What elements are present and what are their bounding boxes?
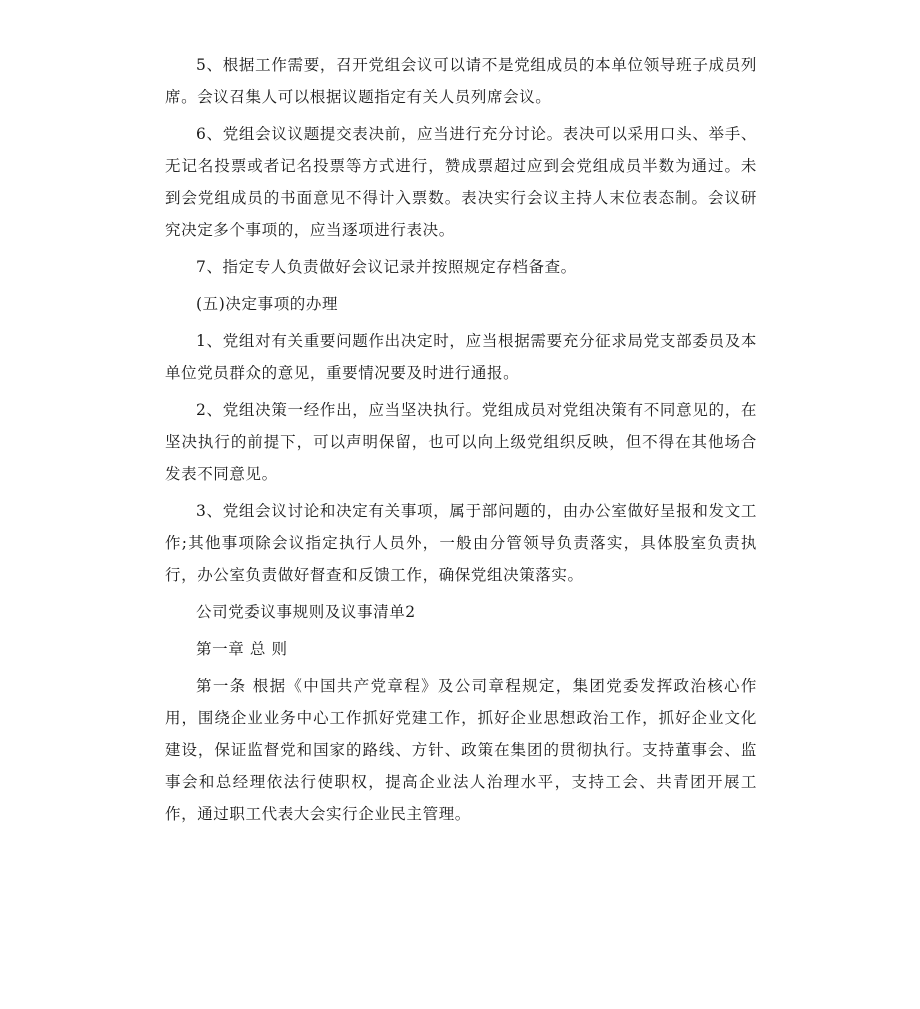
- document-subtitle: 公司党委议事规则及议事清单2: [196, 603, 416, 621]
- document-page: [165, 49, 757, 835]
- paragraph-item-5: 5、根据工作需要，召开党组会议可以请不是党组成员的本单位领导班子成员列席。会议召集人可以根据议题指定有关人员列席会议。: [165, 56, 757, 106]
- paragraph-decision-2: 2、党组决策一经作出，应当坚决执行。党组成员对党组决策有不同意见的，在坚决执行的前提下，可以声明保留，也可以向上级党组织反映，但不得在其他场合发表不同意见。: [165, 401, 757, 483]
- article-one: 第一条 根据《中国共产党章程》及公司章程规定，集团党委发挥政治核心作用，围绕企业业务中心工作抓好党建工作，抓好企业思想政治工作，抓好企业文化建设，保证监督党和国家的路线、方针、政策在集团的贯彻执行。支持董事会、监事会和总经理依法行使职权，提高企业法人治理水平，支持工会、共青团开展工作，通过职工代表大会实行企业民主管理。: [165, 677, 757, 823]
- chapter-heading: 第一章 总 则: [196, 640, 288, 658]
- paragraph-decision-1: 1、党组对有关重要问题作出决定时，应当根据需要充分征求局党支部委员及本单位党员群众的意见，重要情况要及时进行通报。: [165, 332, 757, 382]
- section-heading-decision-handling: (五)决定事项的办理: [196, 295, 339, 313]
- paragraph-decision-3: 3、党组会议讨论和决定有关事项，属于部问题的，由办公室做好呈报和发文工作;其他事项除会议指定执行人员外，一般由分管领导负责落实，具体股室负责执行，办公室负责做好督查和反馈工作，确保党组决策落实。: [165, 502, 757, 584]
- paragraph-item-7: 7、指定专人负责做好会议记录并按照规定存档备查。: [196, 258, 577, 276]
- paragraph-item-6: 6、党组会议议题提交表决前，应当进行充分讨论。表决可以采用口头、举手、无记名投票或者记名投票等方式进行，赞成票超过应到会党组成员半数为通过。未到会党组成员的书面意见不得计入票数。表决实行会议主持人末位表态制。会议研究决定多个事项的，应当逐项进行表决。: [165, 125, 757, 239]
